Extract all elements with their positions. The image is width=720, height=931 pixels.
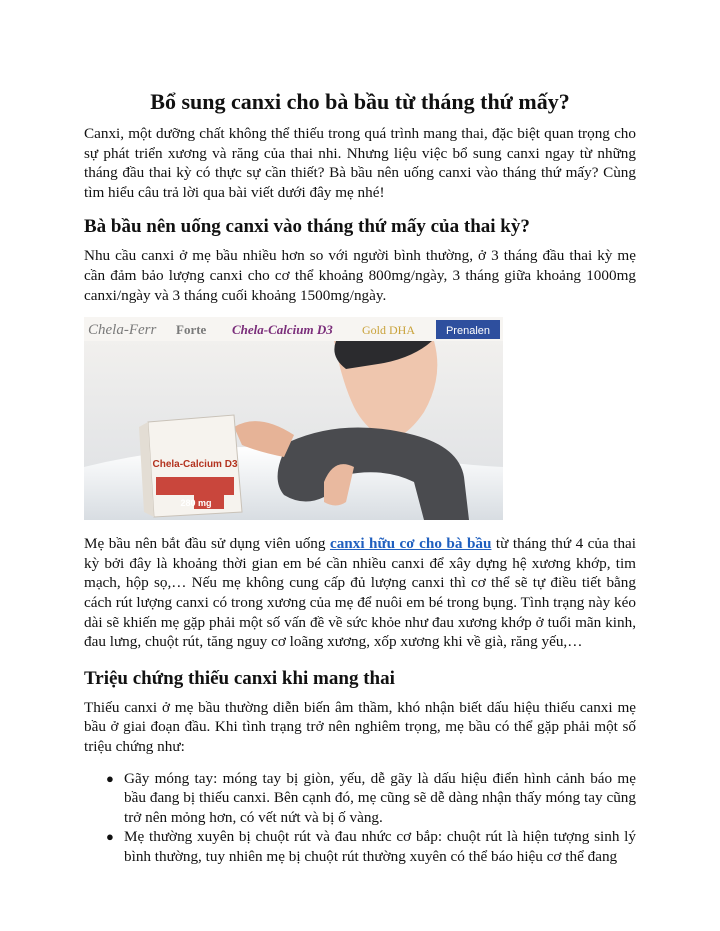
bullet-icon: ● bbox=[106, 829, 114, 845]
symptoms-intro-paragraph: Thiếu canxi ở mẹ bầu thường diễn biến âm thầm, khó nhận biết dấu hiệu thiếu canxi mẹ bầu ở giai đoạn đầu. Khi tình trạng trở nên nghiêm trọng, mẹ bầu có thể gặp phải một số triệu chứng như: bbox=[84, 698, 636, 755]
list-item bbox=[106, 769, 636, 828]
brand-chela-calcium: Chela-Calcium D3 bbox=[232, 322, 333, 338]
brand-gold-dha: Gold DHA bbox=[362, 323, 415, 338]
timing-paragraph bbox=[84, 534, 636, 652]
organic-calcium-link[interactable]: canxi hữu cơ cho bà bầu bbox=[329, 535, 492, 553]
symptoms-list bbox=[84, 769, 636, 867]
bullet-icon: ● bbox=[106, 770, 114, 786]
list-item-text: Gãy móng tay: móng tay bị giòn, yếu, dễ gãy là dấu hiệu điển hình cảnh báo mẹ bầu đang bị thiếu canxi. Bên cạnh đó, mẹ cũng sẽ dễ dàng nhận thấy móng tay cũng trở nên mỏng hơn, có vết nứt và bị ố vàng. bbox=[124, 769, 636, 826]
product-photo bbox=[84, 317, 503, 520]
section-heading-timing: Bà bầu nên uống canxi vào tháng thứ mấy của thai kỳ? bbox=[84, 216, 530, 238]
document-page bbox=[84, 0, 636, 866]
box-dose-label: 280 mg bbox=[180, 498, 212, 509]
brand-prenalen: Prenalen bbox=[445, 325, 491, 338]
list-item-text: Mẹ thường xuyên bị chuột rút và đau nhức cơ bắp: chuột rút là hiện tượng sinh lý bình thường, tuy nhiên mẹ bị chuột rút thường xuyên có thể báo hiệu cơ thể đang bbox=[124, 828, 636, 865]
list-item bbox=[106, 827, 636, 866]
section-heading-symptoms: Triệu chứng thiếu canxi khi mang thai bbox=[84, 667, 395, 689]
brand-forte: Forte bbox=[176, 322, 207, 338]
brand-chela-ferr: Chela-Ferr bbox=[88, 322, 157, 339]
timing-text-before: Mẹ bầu nên bắt đầu sử dụng viên uống bbox=[84, 535, 330, 553]
box-product-label: Chela-Calcium D3 bbox=[152, 459, 238, 471]
product-photo-illustration bbox=[84, 317, 503, 520]
intro-paragraph: Canxi, một dưỡng chất không thể thiếu trong quá trình mang thai, đặc biệt quan trọng cho sự phát triển xương và răng của thai nhi. Nhưng liệu việc bổ sung canxi ngay từ những tháng đầu thai kỳ có thực sự cần thiết? Bà bầu nên uống canxi vào tháng thứ mấy? Cùng tìm hiểu câu trả lời qua bài viết dưới đây mẹ nhé! bbox=[84, 125, 636, 201]
calcium-need-paragraph: Nhu cầu canxi ở mẹ bầu nhiều hơn so với người bình thường, ở 3 tháng đầu thai kỳ mẹ cần đảm bảo lượng canxi cho cơ thể khoảng 800mg/ngày, 3 tháng giữa khoảng 1000mg canxi/ngày và 3 tháng cuối khoảng 1500mg/ngày. bbox=[84, 247, 636, 304]
article-title: Bổ sung canxi cho bà bầu từ tháng thứ mấy? bbox=[150, 89, 570, 114]
timing-text-after: từ tháng thứ 4 của thai kỳ bởi đây là khoảng thời gian em bé cần nhiều canxi để xây dựng hệ xương khớp, tim mạch, hộp sọ,… Nếu mẹ không cung cấp đủ lượng canxi thì cơ thể sẽ tự điều tiết bằng cách rút lượng canxi có trong xương của mẹ để nuôi em bé trong bụng. Tình trạng này kéo dài sẽ khiến mẹ gặp phải một số vấn đề về sức khỏe như đau xương khớp ở tuổi mãn kinh, đau lưng, chuột rút, tăng nguy cơ loãng xương, xốp xương khi về già, răng yếu,… bbox=[84, 535, 637, 651]
